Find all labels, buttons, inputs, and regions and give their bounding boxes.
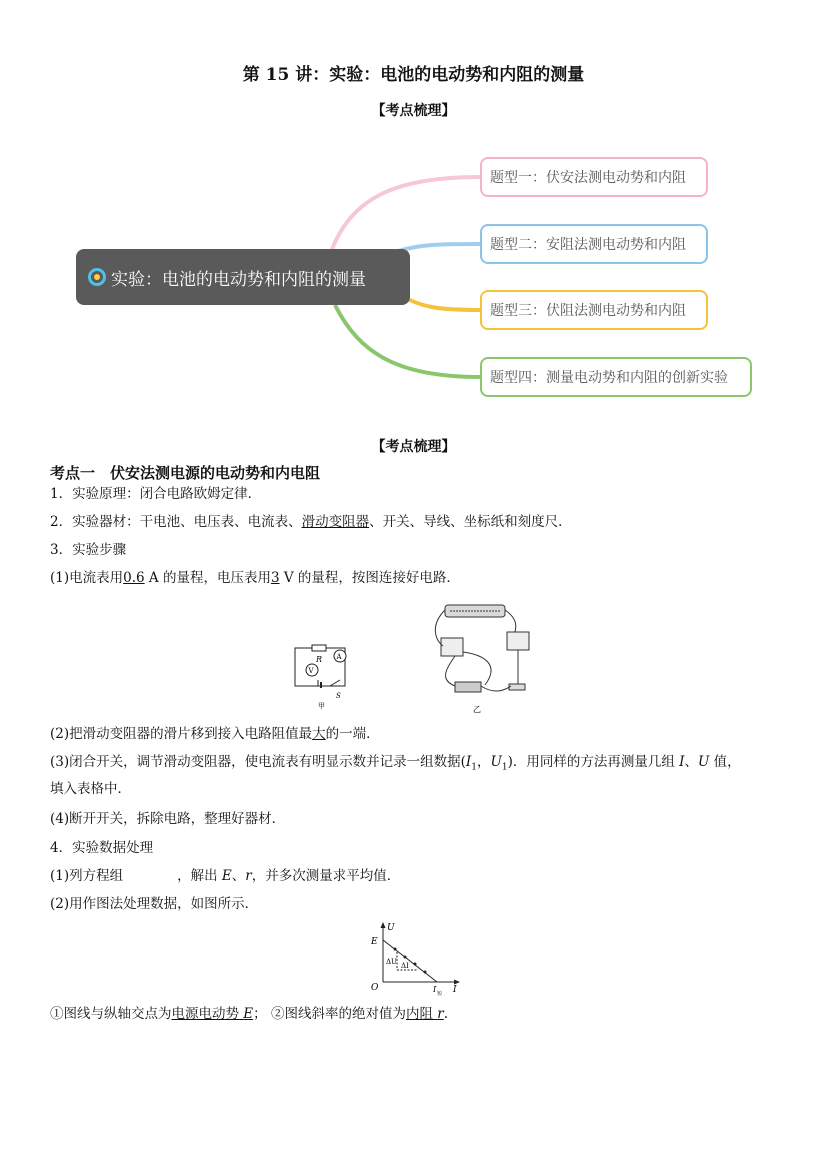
switch-label: S: [336, 692, 341, 700]
voltmeter-label: V: [308, 667, 314, 675]
para-principle: 1．实验原理：闭合电路欧姆定律．: [50, 486, 262, 502]
para-step-4: (4)断开开关，拆除电路，整理好器材．: [50, 811, 286, 827]
graph-ishort-label: I: [433, 985, 437, 994]
graph-e-label: E: [371, 937, 378, 947]
para-step-3: (3)闭合开关，调节滑动变阻器，使电流表有明显示数并记录一组数据($I_1$，$U_1$)．用同样的方法再测量几组 I、U 值，: [50, 754, 741, 773]
figure-label-jia: 甲: [318, 702, 325, 710]
figure-label-yi: 乙: [473, 705, 481, 714]
graph-i-label: I: [453, 985, 457, 995]
section-heading-review: 【考点梳理】: [371, 439, 456, 455]
mindmap-root: [76, 249, 410, 305]
ammeter-label: A: [336, 653, 342, 661]
mindmap-node-1: 题型一：伏安法测电动势和内阻: [480, 157, 708, 197]
mindmap-root-label: 实验：电池的电动势和内阻的测量: [111, 269, 366, 290]
para-step-3-cont: 填入表格中．: [50, 781, 131, 797]
para-step-2: (2)把滑动变阻器的滑片移到接入电路阻值最大的一端．: [50, 726, 380, 742]
para-data-conclusion: ①图线与纵轴交点为电源电动势 E； ②图线斜率的绝对值为内阻 r.: [50, 1006, 449, 1022]
mindmap-node-4: 题型四：测量电动势和内阻的创新实验: [480, 357, 752, 397]
target-icon: [88, 268, 106, 286]
para-steps-heading: 3．实验步骤: [50, 542, 127, 558]
para-equipment: 2．实验器材：干电池、电压表、电流表、滑动变阻器、开关、导线、坐标纸和刻度尺．: [50, 514, 572, 530]
graph-u-label: U: [387, 923, 395, 933]
page-title: 第 15 讲：实验：电池的电动势和内阻的测量: [242, 65, 585, 85]
section-heading-outline: 【考点梳理】: [371, 103, 456, 119]
apparatus-figure-yi: [425, 600, 540, 715]
ui-graph: [365, 920, 465, 1000]
para-data-heading: 4．实验数据处理: [50, 840, 154, 856]
para-step-1: (1)电流表用0.6 A 的量程，电压表用3 V 的量程，按图连接好电路．: [50, 570, 460, 586]
connector-4: [335, 305, 480, 377]
graph-du-label: ΔU: [386, 958, 397, 966]
circuit-diagram-jia: [290, 640, 370, 710]
graph-o-label: O: [371, 983, 379, 993]
mindmap-node-2: 题型二：安阻法测电动势和内阻: [480, 224, 708, 264]
graph-ishort-sub: 短: [437, 991, 443, 997]
resistor-label: R: [316, 655, 323, 664]
mindmap-node-3: 题型三：伏阻法测电动势和内阻: [480, 290, 708, 330]
para-data-1: (1)列方程组 ，解出 E、r，并多次测量求平均值．: [50, 868, 401, 884]
kaodian-heading: 考点一 伏安法测电源的电动势和内电阻: [50, 464, 321, 482]
graph-di-label: ΔI: [401, 962, 409, 970]
para-data-2: (2)用作图法处理数据，如图所示．: [50, 896, 259, 912]
